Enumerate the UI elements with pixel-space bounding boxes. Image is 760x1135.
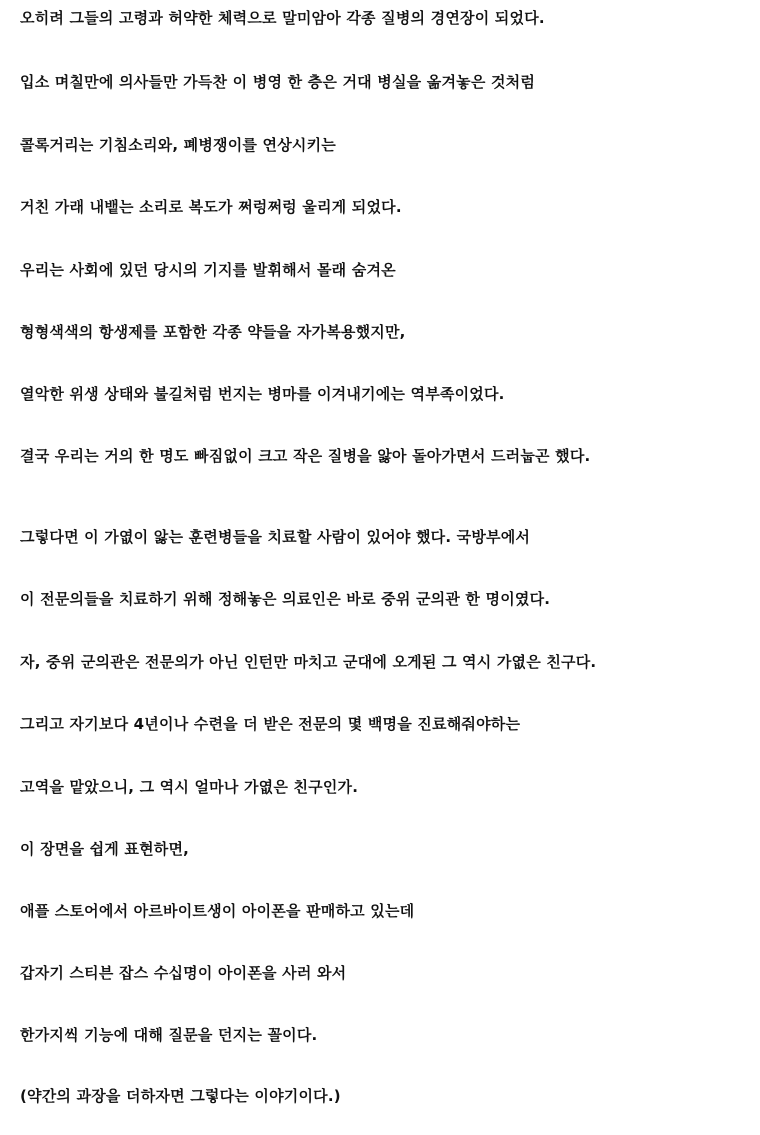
text-line: 애플 스토어에서 아르바이트생이 아이폰을 판매하고 있는데 [20,902,415,920]
text-line: 입소 며칠만에 의사들만 가득찬 이 병영 한 층은 거대 병실을 옮겨놓은 것처럼 [20,73,536,91]
text-line: 오히려 그들의 고령과 허약한 체력으로 말미암아 각종 질병의 경연장이 되었다. [20,9,545,27]
text-line: 형형색색의 항생제를 포함한 각종 약들을 자가복용했지만, [20,323,406,341]
text-line: (약간의 과장을 더하자면 그렇다는 이야기이다.) [20,1087,341,1105]
text-line: 콜록거리는 기침소리와, 폐병쟁이를 연상시키는 [20,136,336,154]
text-line: 한가지씩 기능에 대해 질문을 던지는 꼴이다. [20,1026,318,1044]
text-line: 거친 가래 내뱉는 소리로 복도가 쩌렁쩌렁 울리게 되었다. [20,198,402,216]
text-line: 열악한 위생 상태와 불길처럼 번지는 병마를 이겨내기에는 역부족이었다. [20,385,505,403]
text-line: 자, 중위 군의관은 전문의가 아닌 인턴만 마치고 군대에 오게된 그 역시 가엾은 친구다. [20,653,597,671]
text-line: 그렇다면 이 가엾이 앓는 훈련병들을 치료할 사람이 있어야 했다. 국방부에서 [20,528,531,546]
text-line: 우리는 사회에 있던 당시의 기지를 발휘해서 몰래 숨겨온 [20,261,396,279]
text-line: 이 장면을 쉽게 표현하면, [20,840,190,858]
text-line: 갑자기 스티븐 잡스 수십명이 아이폰을 사러 와서 [20,964,347,982]
text-line: 결국 우리는 거의 한 명도 빠짐없이 크고 작은 질병을 앓아 돌아가면서 드러눕곤 했다. [20,447,591,465]
text-line: 고역을 맡았으니, 그 역시 얼마나 가엾은 친구인가. [20,778,359,796]
text-line: 그리고 자기보다 4년이나 수련을 더 받은 전문의 몇 백명을 진료해줘야하는 [20,715,521,733]
text-line: 이 전문의들을 치료하기 위해 정해놓은 의료인은 바로 중위 군의관 한 명이였다. [20,590,551,608]
